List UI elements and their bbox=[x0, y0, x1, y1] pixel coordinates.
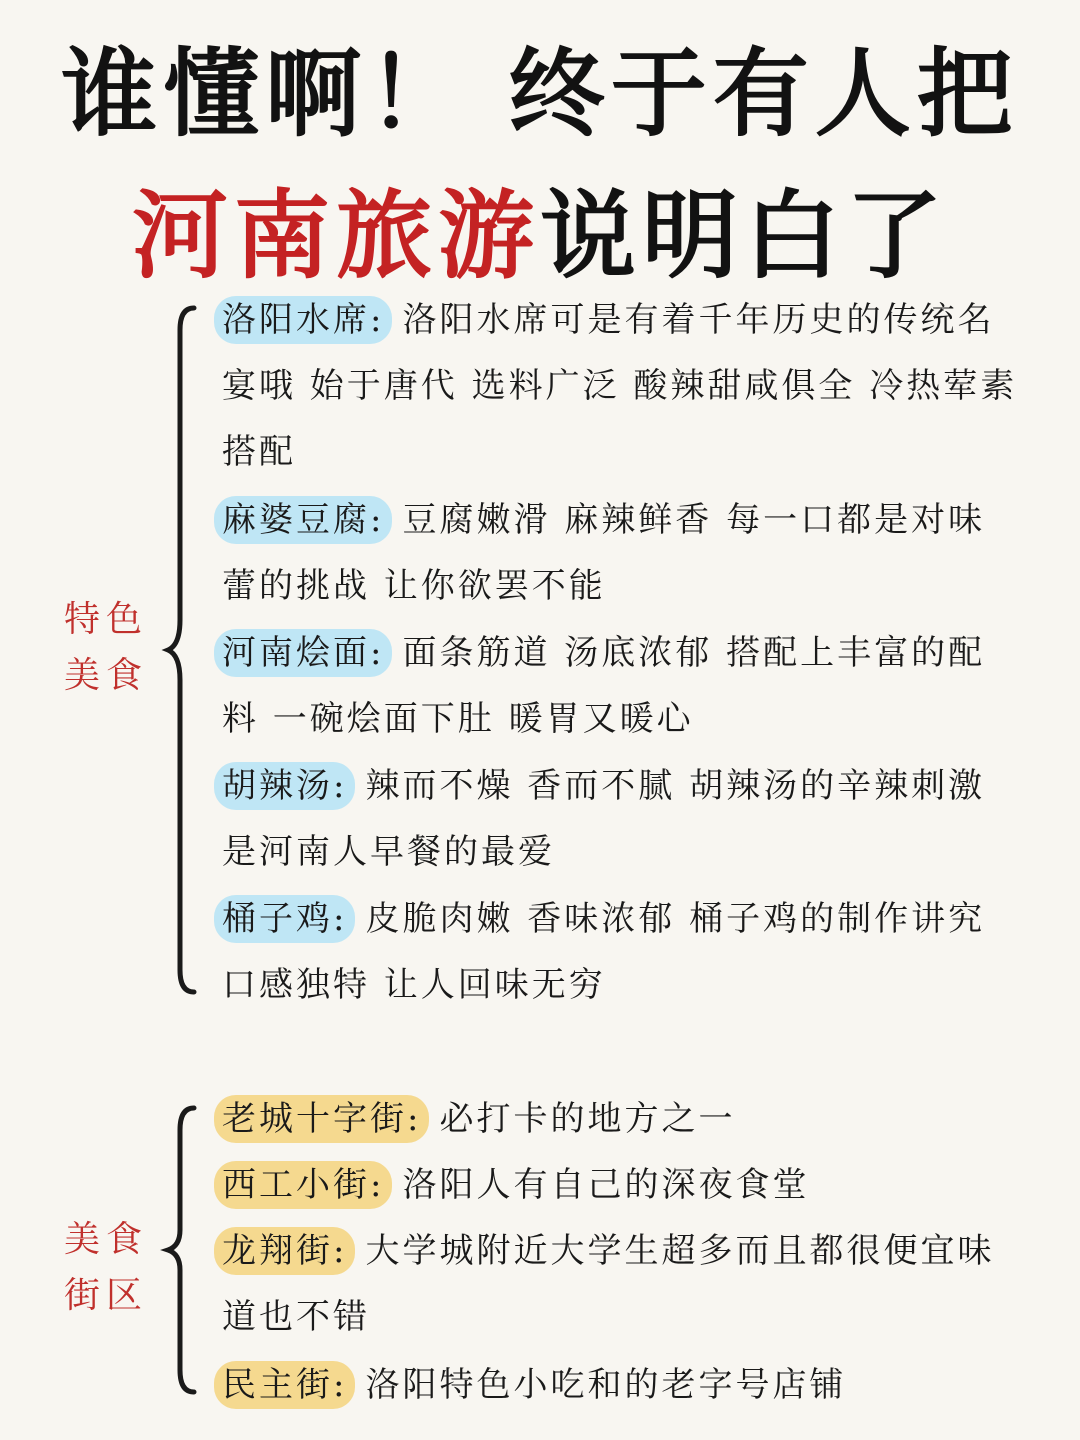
list-item bbox=[222, 1352, 1022, 1418]
list-item bbox=[222, 487, 1022, 619]
item-desc: 洛阳特色小吃和的老字号店铺 bbox=[365, 1365, 847, 1405]
category-label-line: 特色 bbox=[64, 599, 149, 640]
title-highlight: 河南旅游 bbox=[132, 180, 540, 292]
brace-food bbox=[160, 300, 200, 1000]
list-item bbox=[222, 1152, 1022, 1218]
list-item bbox=[222, 753, 1022, 885]
title-line-1: 谁懂啊！ 终于有人把 bbox=[61, 38, 1019, 150]
brace-streets bbox=[160, 1100, 200, 1400]
title-rest: 说明白了 bbox=[540, 180, 948, 292]
category-label-line: 美食 bbox=[64, 655, 149, 696]
item-desc: 皮脆肉嫩 香味浓郁 桶子鸡的制作讲究 口感独特 让人回味无穷 bbox=[222, 899, 986, 1005]
list-item bbox=[222, 1086, 1022, 1152]
category-label-line: 街区 bbox=[64, 1275, 149, 1316]
item-desc: 豆腐嫩滑 麻辣鲜香 每一口都是对味蕾的挑战 让你欲罢不能 bbox=[222, 500, 986, 606]
title-line-2 bbox=[0, 160, 1080, 297]
item-tag: 洛阳水席: bbox=[214, 296, 392, 344]
item-tag: 麻婆豆腐: bbox=[214, 496, 392, 544]
item-tag: 胡辣汤: bbox=[214, 762, 355, 810]
list-item bbox=[222, 620, 1022, 752]
item-desc: 洛阳人有自己的深夜食堂 bbox=[402, 1165, 810, 1205]
item-desc: 洛阳水席可是有着千年历史的传统名宴哦 始于唐代 选料广泛 酸辣甜咸俱全 冷热荤素搭配 bbox=[222, 300, 1018, 472]
item-tag: 老城十字街: bbox=[214, 1095, 429, 1143]
item-desc: 必打卡的地方之一 bbox=[439, 1099, 736, 1139]
item-desc: 大学城附近大学生超多而且都很便宜味道也不错 bbox=[222, 1231, 995, 1337]
category-label-streets bbox=[64, 1212, 154, 1324]
item-tag: 民主街: bbox=[214, 1361, 355, 1409]
category-label-line: 美食 bbox=[64, 1219, 149, 1260]
list-item bbox=[222, 1218, 1022, 1350]
item-tag: 河南烩面: bbox=[214, 629, 392, 677]
item-tag: 龙翔街: bbox=[214, 1227, 355, 1275]
list-item bbox=[222, 886, 1022, 1018]
item-desc: 面条筋道 汤底浓郁 搭配上丰富的配料 一碗烩面下肚 暖胃又暖心 bbox=[222, 633, 986, 739]
item-desc: 辣而不燥 香而不腻 胡辣汤的辛辣刺激 是河南人早餐的最爱 bbox=[222, 766, 986, 872]
item-tag: 西工小街: bbox=[214, 1161, 392, 1209]
category-label-food bbox=[64, 592, 154, 704]
list-item bbox=[222, 287, 1022, 485]
item-tag: 桶子鸡: bbox=[214, 895, 355, 943]
